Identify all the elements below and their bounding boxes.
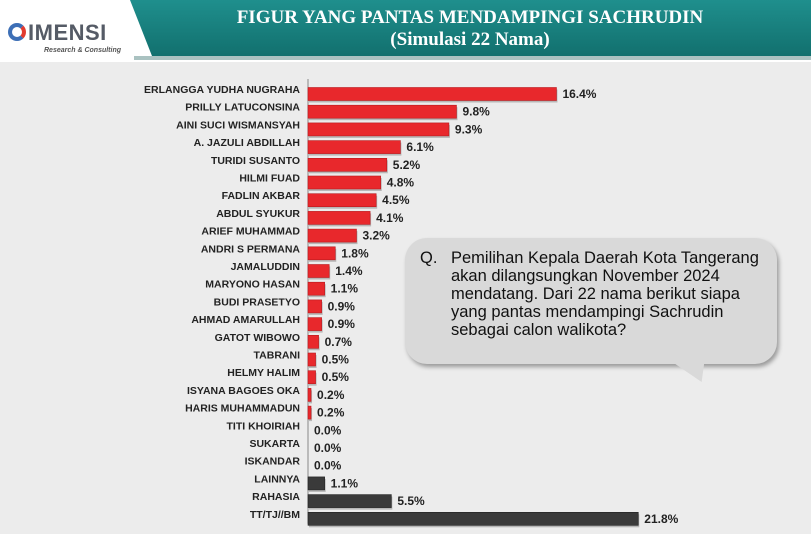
logo-subtitle: Research & Consulting	[44, 47, 122, 54]
bar	[308, 300, 322, 313]
data-label: 21.8%	[644, 511, 679, 526]
category-label: PRILLY LATUCONSINA	[185, 101, 300, 114]
bar	[308, 371, 316, 384]
category-label: TURIDI SUSANTO	[210, 154, 300, 167]
data-label: 1.1%	[330, 281, 359, 296]
category-label: A. JAZULI ABDILLAH	[193, 137, 300, 150]
data-label: 3.2%	[362, 228, 390, 243]
bar	[308, 335, 319, 348]
category-label: ARIEF MUHAMMAD	[201, 225, 300, 238]
data-label: 0.9%	[327, 317, 355, 332]
data-label: 0.0%	[314, 423, 342, 438]
data-label: 16.4%	[562, 87, 597, 101]
question-bubble-tail	[672, 362, 711, 382]
data-label: 0.2%	[317, 405, 345, 420]
bar	[308, 158, 387, 171]
category-label: LAINNYA	[254, 473, 300, 486]
chart-title-line2: (Simulasi 22 Nama)	[390, 29, 550, 50]
category-label: HARIS MUHAMMADUN	[185, 402, 300, 415]
category-label: HILMI FUAD	[239, 172, 300, 185]
category-label: AHMAD AMARULLAH	[191, 314, 300, 327]
category-label: GATOT WIBOWO	[214, 331, 300, 344]
bar	[308, 318, 322, 331]
logo-text: IMENSI	[28, 20, 107, 45]
bar	[308, 88, 556, 101]
category-label: TABRANI	[253, 349, 300, 362]
chart-title-line1: FIGUR YANG PANTAS MENDAMPINGI SACHRUDIN	[236, 7, 704, 28]
category-label: BUDI PRASETYO	[213, 296, 300, 309]
question-label: Q.	[420, 249, 438, 267]
data-label: 1.8%	[341, 246, 369, 261]
category-label: ISKANDAR	[244, 455, 300, 468]
category-label: ANDRI S PERMANA	[200, 243, 300, 256]
data-label: 0.7%	[324, 334, 352, 349]
category-label: ISYANA BAGOES OKA	[187, 384, 300, 397]
bar	[308, 388, 311, 401]
data-label: 1.4%	[335, 264, 363, 278]
bar	[308, 477, 325, 490]
logo-ring-icon	[8, 23, 26, 41]
category-label: ERLANGGA YUDHA NUGRAHA	[144, 84, 300, 96]
bar	[308, 406, 311, 419]
category-label: SUKARTA	[249, 438, 300, 450]
bar	[308, 247, 335, 260]
category-label: ABDUL SYUKUR	[216, 207, 300, 220]
category-label: TT/TJ//BM	[249, 508, 300, 521]
category-label: MARYONO HASAN	[205, 278, 300, 291]
category-label: FADLIN AKBAR	[221, 190, 300, 203]
data-label: 0.9%	[327, 299, 355, 314]
category-label: HELMY HALIM	[227, 367, 300, 380]
bar	[308, 176, 381, 189]
data-label: 5.5%	[397, 494, 425, 509]
bar	[308, 495, 391, 508]
data-label: 1.1%	[330, 476, 359, 491]
data-label: 4.8%	[386, 175, 415, 190]
data-label: 4.5%	[382, 193, 410, 208]
brand-logo	[8, 20, 128, 56]
bar	[308, 512, 638, 525]
bar	[308, 353, 316, 366]
bar	[308, 105, 456, 118]
bar	[308, 123, 449, 136]
question-text: Pemilihan Kepala Daerah Kota Tangerang akan dilangsungkan November 2024 mendatang. Dari 22 nama berikut siapa yang pantas mendampingi Sachrudin sebagai calon walikota?	[451, 249, 759, 339]
data-label: 0.5%	[321, 370, 349, 385]
chart-title	[150, 7, 790, 51]
data-label: 9.3%	[454, 122, 483, 137]
data-label: 0.5%	[321, 352, 349, 367]
data-label: 5.2%	[392, 157, 421, 172]
bar	[308, 229, 356, 242]
bar	[308, 141, 400, 154]
data-label: 0.0%	[314, 441, 342, 455]
bar	[308, 194, 376, 207]
category-label: AINI SUCI WISMANSYAH	[176, 119, 300, 132]
data-label: 0.2%	[317, 387, 345, 402]
data-label: 6.1%	[406, 140, 434, 155]
category-label: RAHASIA	[252, 491, 300, 504]
data-label: 0.0%	[314, 458, 342, 473]
data-label: 9.8%	[462, 104, 490, 119]
bar	[308, 282, 325, 295]
data-label: 4.1%	[376, 210, 404, 225]
category-label: JAMALUDDIN	[230, 261, 300, 273]
bar	[308, 265, 329, 278]
bar	[308, 211, 370, 224]
category-label: TITI KHOIRIAH	[226, 420, 300, 433]
